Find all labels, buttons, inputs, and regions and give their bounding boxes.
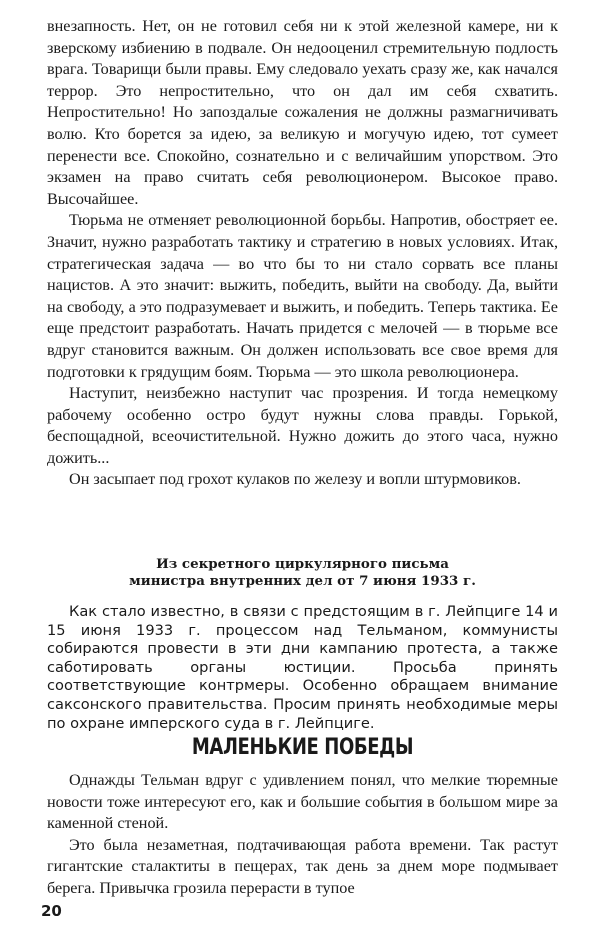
paragraph: Однажды Тельман вдруг с удивлением понял, что мелкие тюремные новости тоже интересуют его, как и большие события в большом мире за каменной стеной. — [47, 771, 558, 833]
paragraph: Наступит, неизбежно наступит час прозрения. И тогда немецкому рабочему особенно остро будут нужны слова правды. Горькой, беспощадной, всеочистительной. Нужно дожить до этого часа, нужно дожить... — [47, 384, 558, 467]
paragraph: внезапность. Нет, он не готовил себя ни к этой железной камере, ни к зверскому избиению в подвале. Он недооценил стремительную подлость врага. Товарищи были правы. Ему следовало уехать сразу же, как начался террор. Это непростительно, что он дал им себя схватить. Непростительно! Но запоздалые сожаления не должны размагничивать волю. Кто борется за идею, за великую и могучую идею, тот сумеет перенести все. Спокойно, сознательно и с величайшим упорством. Это экзамен на право считать себя революционером. Высокое право. Высочайшее. — [47, 17, 558, 208]
chapter-title: МАЛЕНЬКИЕ ПОБЕДЫ — [191, 735, 414, 760]
document-paragraph: Как стало известно, в связи с предстоящим в г. Лейпциге 14 и 15 июня 1933 г. процессом над Тельманом, коммунисты собираются провести в эти дни кампанию протеста, а также саботировать органы юстиции. Просьба принять соответствующие контрмеры. Особенно обращаем внимание саксонского правительства. Просим принять необходимые меры по охране имперского суда в г. Лейпциге. — [47, 603, 558, 732]
body-text — [47, 16, 558, 491]
document-title-line: министра внутренних дел от 7 июня 1933 г. — [129, 573, 476, 589]
chapter-text — [47, 770, 558, 900]
document-title-line: Из секретного циркулярного письма — [156, 556, 449, 572]
paragraph: Он засыпает под грохот кулаков по железу и вопли штурмовиков. — [69, 470, 521, 489]
document-title — [47, 556, 558, 590]
page-number: 20 — [41, 902, 62, 920]
paragraph: Это была незаметная, подтачивающая работа времени. Так растут гигантские сталактиты в пещерах, так день за днем море подмывает берега. Привычка грозила перерасти в тупое — [47, 835, 558, 897]
document-text — [47, 603, 558, 733]
paragraph: Тюрьма не отменяет революционной борьбы. Напротив, обостряет ее. Значит, нужно разработать тактику и стратегию в новых условиях. Итак, стратегическая задача — во что бы то ни стало сорвать все планы нацистов. А это значит: выжить, победить, выйти на свободу. Да, выйти на свободу, а это подразумевает и выжить, и победить. Теперь тактика. Ее еще предстоит разработать. Начать придется с мелочей — в тюрьме все вдруг становится важным. Он должен использовать все свое время для подготовки к грядущим боям. Тюрьма — это школа революционера. — [47, 211, 558, 381]
